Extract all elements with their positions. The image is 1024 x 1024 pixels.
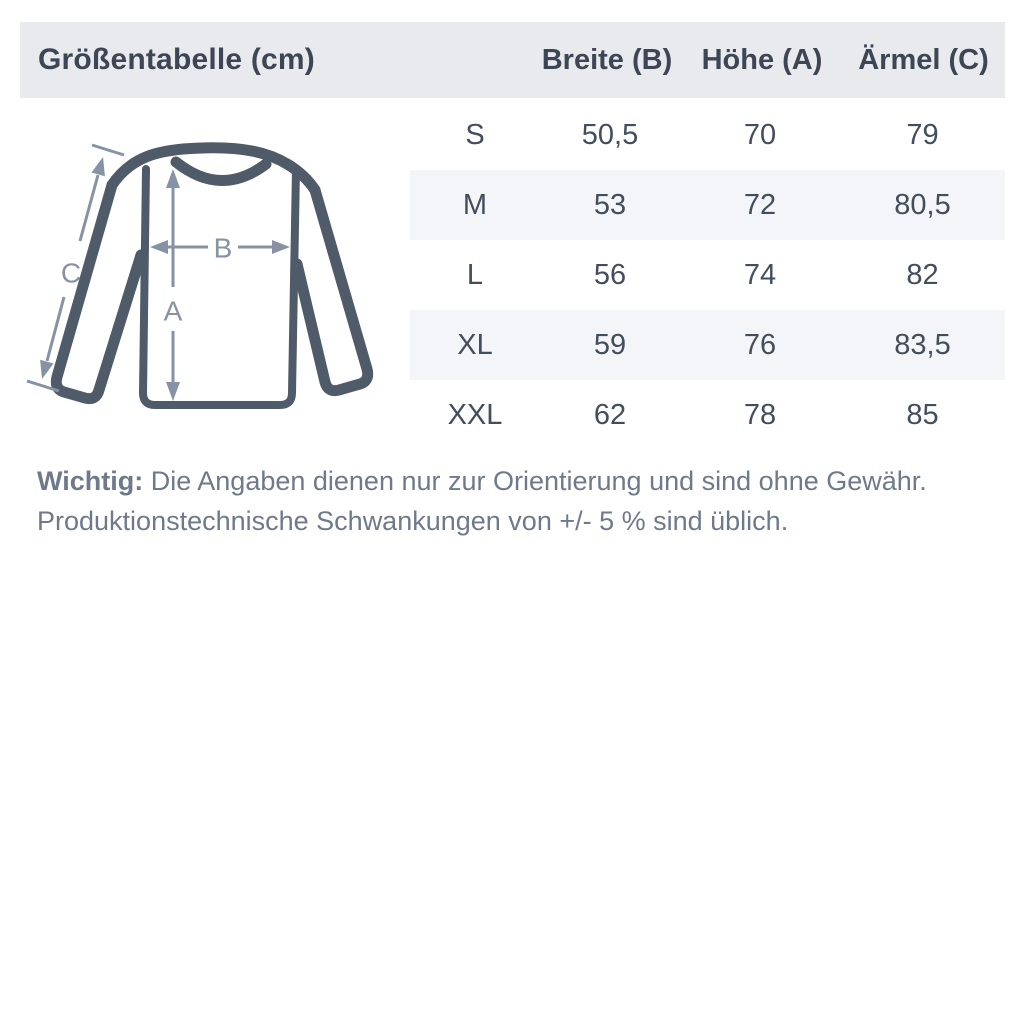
aermel-value: 80,5 — [894, 189, 951, 221]
table-row-l — [410, 240, 1005, 310]
page-title: Größentabelle (cm) — [38, 43, 315, 76]
table-row-m — [410, 170, 1005, 240]
measure-arrow-a — [164, 169, 183, 401]
table-row-xl — [410, 310, 1005, 380]
size-value: S — [465, 119, 485, 151]
label-c: C — [60, 257, 82, 289]
size-value: L — [466, 259, 484, 291]
hoehe-value: 76 — [743, 329, 777, 361]
hoehe-value: 70 — [743, 119, 777, 151]
disclaimer-line-1 — [37, 461, 997, 501]
collar — [176, 162, 266, 181]
column-header-aermel: Ärmel (C) — [858, 43, 989, 76]
measure-arrow-b — [150, 233, 290, 264]
breite-value: 53 — [593, 189, 627, 221]
sweater-outline — [56, 148, 367, 405]
aermel-value: 85 — [906, 399, 939, 431]
breite-value: 59 — [593, 329, 627, 361]
size-value: M — [462, 189, 488, 221]
breite-value: 62 — [593, 399, 627, 431]
right-sleeve — [297, 190, 368, 391]
table-row-s — [410, 100, 1005, 170]
important-label: Wichtig: — [37, 466, 144, 496]
breite-value: 56 — [593, 259, 627, 291]
disclaimer-line-2: Produktionstechnische Schwankungen von +/- 5 % sind üblich. — [37, 506, 789, 536]
hoehe-value: 78 — [743, 399, 777, 431]
label-a: A — [163, 295, 183, 327]
table-row-xxl — [410, 380, 1005, 450]
disclaimer-note — [37, 461, 997, 541]
hoehe-value: 74 — [743, 259, 777, 291]
left-sleeve — [56, 185, 141, 399]
disclaimer-text-1: Die Angaben dienen nur zur Orientierung und sind ohne Gewähr. — [150, 466, 927, 496]
size-table — [410, 100, 1005, 450]
breite-value: 50,5 — [581, 119, 639, 151]
column-header-breite: Breite (B) — [541, 43, 673, 76]
label-b: B — [213, 232, 233, 264]
column-header-hoehe: Höhe (A) — [701, 43, 823, 76]
sweater-measure-diagram — [20, 125, 400, 445]
hoehe-value: 72 — [743, 189, 777, 221]
aermel-value: 82 — [906, 259, 939, 291]
size-chart-header — [20, 22, 1005, 98]
size-value: XL — [457, 329, 493, 361]
aermel-value: 79 — [906, 119, 939, 151]
size-value: XXL — [447, 399, 503, 431]
aermel-value: 83,5 — [894, 329, 951, 361]
